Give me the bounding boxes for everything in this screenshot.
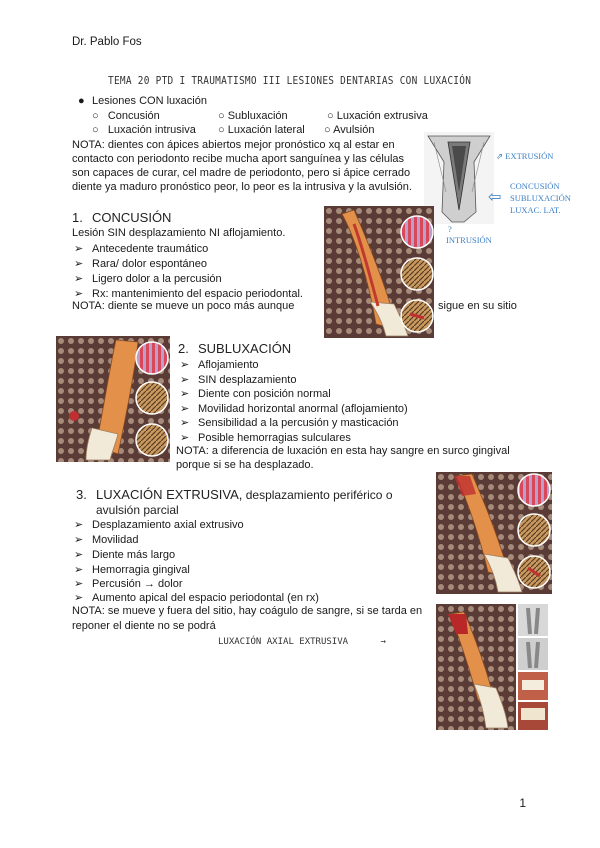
subluxacion-illustration	[56, 336, 170, 462]
concusion-item: ➢ Rx: mantenimiento del espacio periodontal.	[74, 287, 303, 300]
extrusiva-item: ➢ Desplazamiento axial extrusivo	[74, 518, 244, 531]
type-subluxacion: ○ Subluxación	[218, 110, 288, 122]
intro-note-1: NOTA: dientes con ápices abiertos mejor pronóstico xq al estar en	[72, 139, 395, 151]
extrusiva-item: ➢ Aumento apical del espacio periodontal (en rx)	[74, 591, 319, 604]
type-intrusiva: ○ Luxación intrusiva	[92, 124, 196, 136]
heading-extrusiva-2: avulsión parcial	[96, 503, 179, 517]
concusion-note-right: sigue en su sitio	[438, 300, 517, 312]
page-title: TEMA 20 PTD I TRAUMATISMO III LESIONES DENTARIAS CON LUXACIÓN	[108, 74, 472, 87]
subluxacion-item: ➢ Sensibilidad a la percusión y masticación	[180, 416, 399, 429]
concusion-lead: Lesión SIN desplazamiento NI aflojamiento.	[72, 227, 286, 239]
type-extrusiva: ○ Luxación extrusiva	[327, 110, 428, 122]
concusion-item: ➢ Ligero dolor a la percusión	[74, 272, 222, 285]
intro-note-3: son capaces de curar, cel madre de periodonto, pero si ápice cerrado	[72, 167, 411, 179]
author-name: Dr. Pablo Fos	[72, 36, 142, 48]
subluxacion-item: ➢ Diente con posición normal	[180, 387, 331, 400]
label-intrusion: ? INTRUSIÓN	[446, 224, 492, 245]
page-number: 1	[519, 796, 526, 810]
extrusiva-item: ➢ Hemorragia gingival	[74, 563, 190, 576]
concusion-note-left: NOTA: diente se mueve un poco más aunque	[72, 300, 295, 312]
subluxacion-note-2: porque si se ha desplazado.	[176, 459, 314, 471]
heading-extrusiva: 3. LUXACIÓN EXTRUSIVA, desplazamiento periférico o	[76, 487, 393, 502]
radiograph-thumbnails	[518, 604, 548, 730]
subluxacion-item: ➢ Movilidad horizontal anormal (aflojamiento)	[180, 402, 408, 415]
extrusiva-note-1: NOTA: se mueve y fuera del sitio, hay coágulo de sangre, si se tarda en	[72, 605, 423, 617]
label-extrusion: ⇗ EXTRUSIÓN	[496, 151, 554, 161]
concusion-item: ➢ Rara/ dolor espontáneo	[74, 257, 207, 270]
type-concusion: ○ Concusión	[92, 110, 160, 122]
extrusiva-note-2: reponer el diente no se podrá	[72, 620, 216, 632]
label-group: CONCUSIÓN SUBLUXACIÓN LUXAC. LAT.	[510, 181, 571, 215]
luxation-diagram	[424, 132, 494, 224]
intro-bullet: ● Lesiones CON luxación	[78, 95, 207, 107]
subluxacion-item: ➢ SIN desplazamiento	[180, 373, 296, 386]
extrusiva-item: ➢ Diente más largo	[74, 548, 175, 561]
type-avulsion: ○ Avulsión	[324, 124, 375, 136]
left-arrow-icon: ⇦	[488, 189, 502, 206]
extrusiva-item: ➢ Movilidad	[74, 533, 138, 546]
subluxacion-item: ➢ Posible hemorragias sulculares	[180, 431, 351, 444]
concusion-item: ➢ Antecedente traumático	[74, 242, 208, 255]
heading-subluxacion: 2. SUBLUXACIÓN	[178, 341, 292, 356]
arrow-icon: ⇗	[496, 151, 504, 161]
subluxacion-note-1: NOTA: a diferencia de luxación en esta hay sangre en surco gingival	[176, 445, 510, 457]
intro-note-2: contacto con periodonto recibe mucha aport sanguínea y las células	[72, 153, 405, 165]
extrusiva-illustration-bottom	[436, 604, 516, 730]
right-arrow-icon: →	[380, 637, 386, 647]
extrusiva-caption: LUXACIÓN AXIAL EXTRUSIVA →	[218, 637, 386, 647]
subluxacion-item: ➢ Aflojamiento	[180, 358, 259, 371]
intro-note-4: diente ya maduro pronóstico peor, lo peor es la intrusiva y la avulsión.	[72, 181, 412, 193]
concusion-illustration	[324, 206, 434, 338]
heading-concusion: 1. CONCUSIÓN	[72, 210, 172, 225]
extrusiva-illustration-top	[436, 472, 552, 594]
extrusiva-item: ➢ Percusión → dolor	[74, 577, 183, 590]
type-lateral: ○ Luxación lateral	[218, 124, 305, 136]
